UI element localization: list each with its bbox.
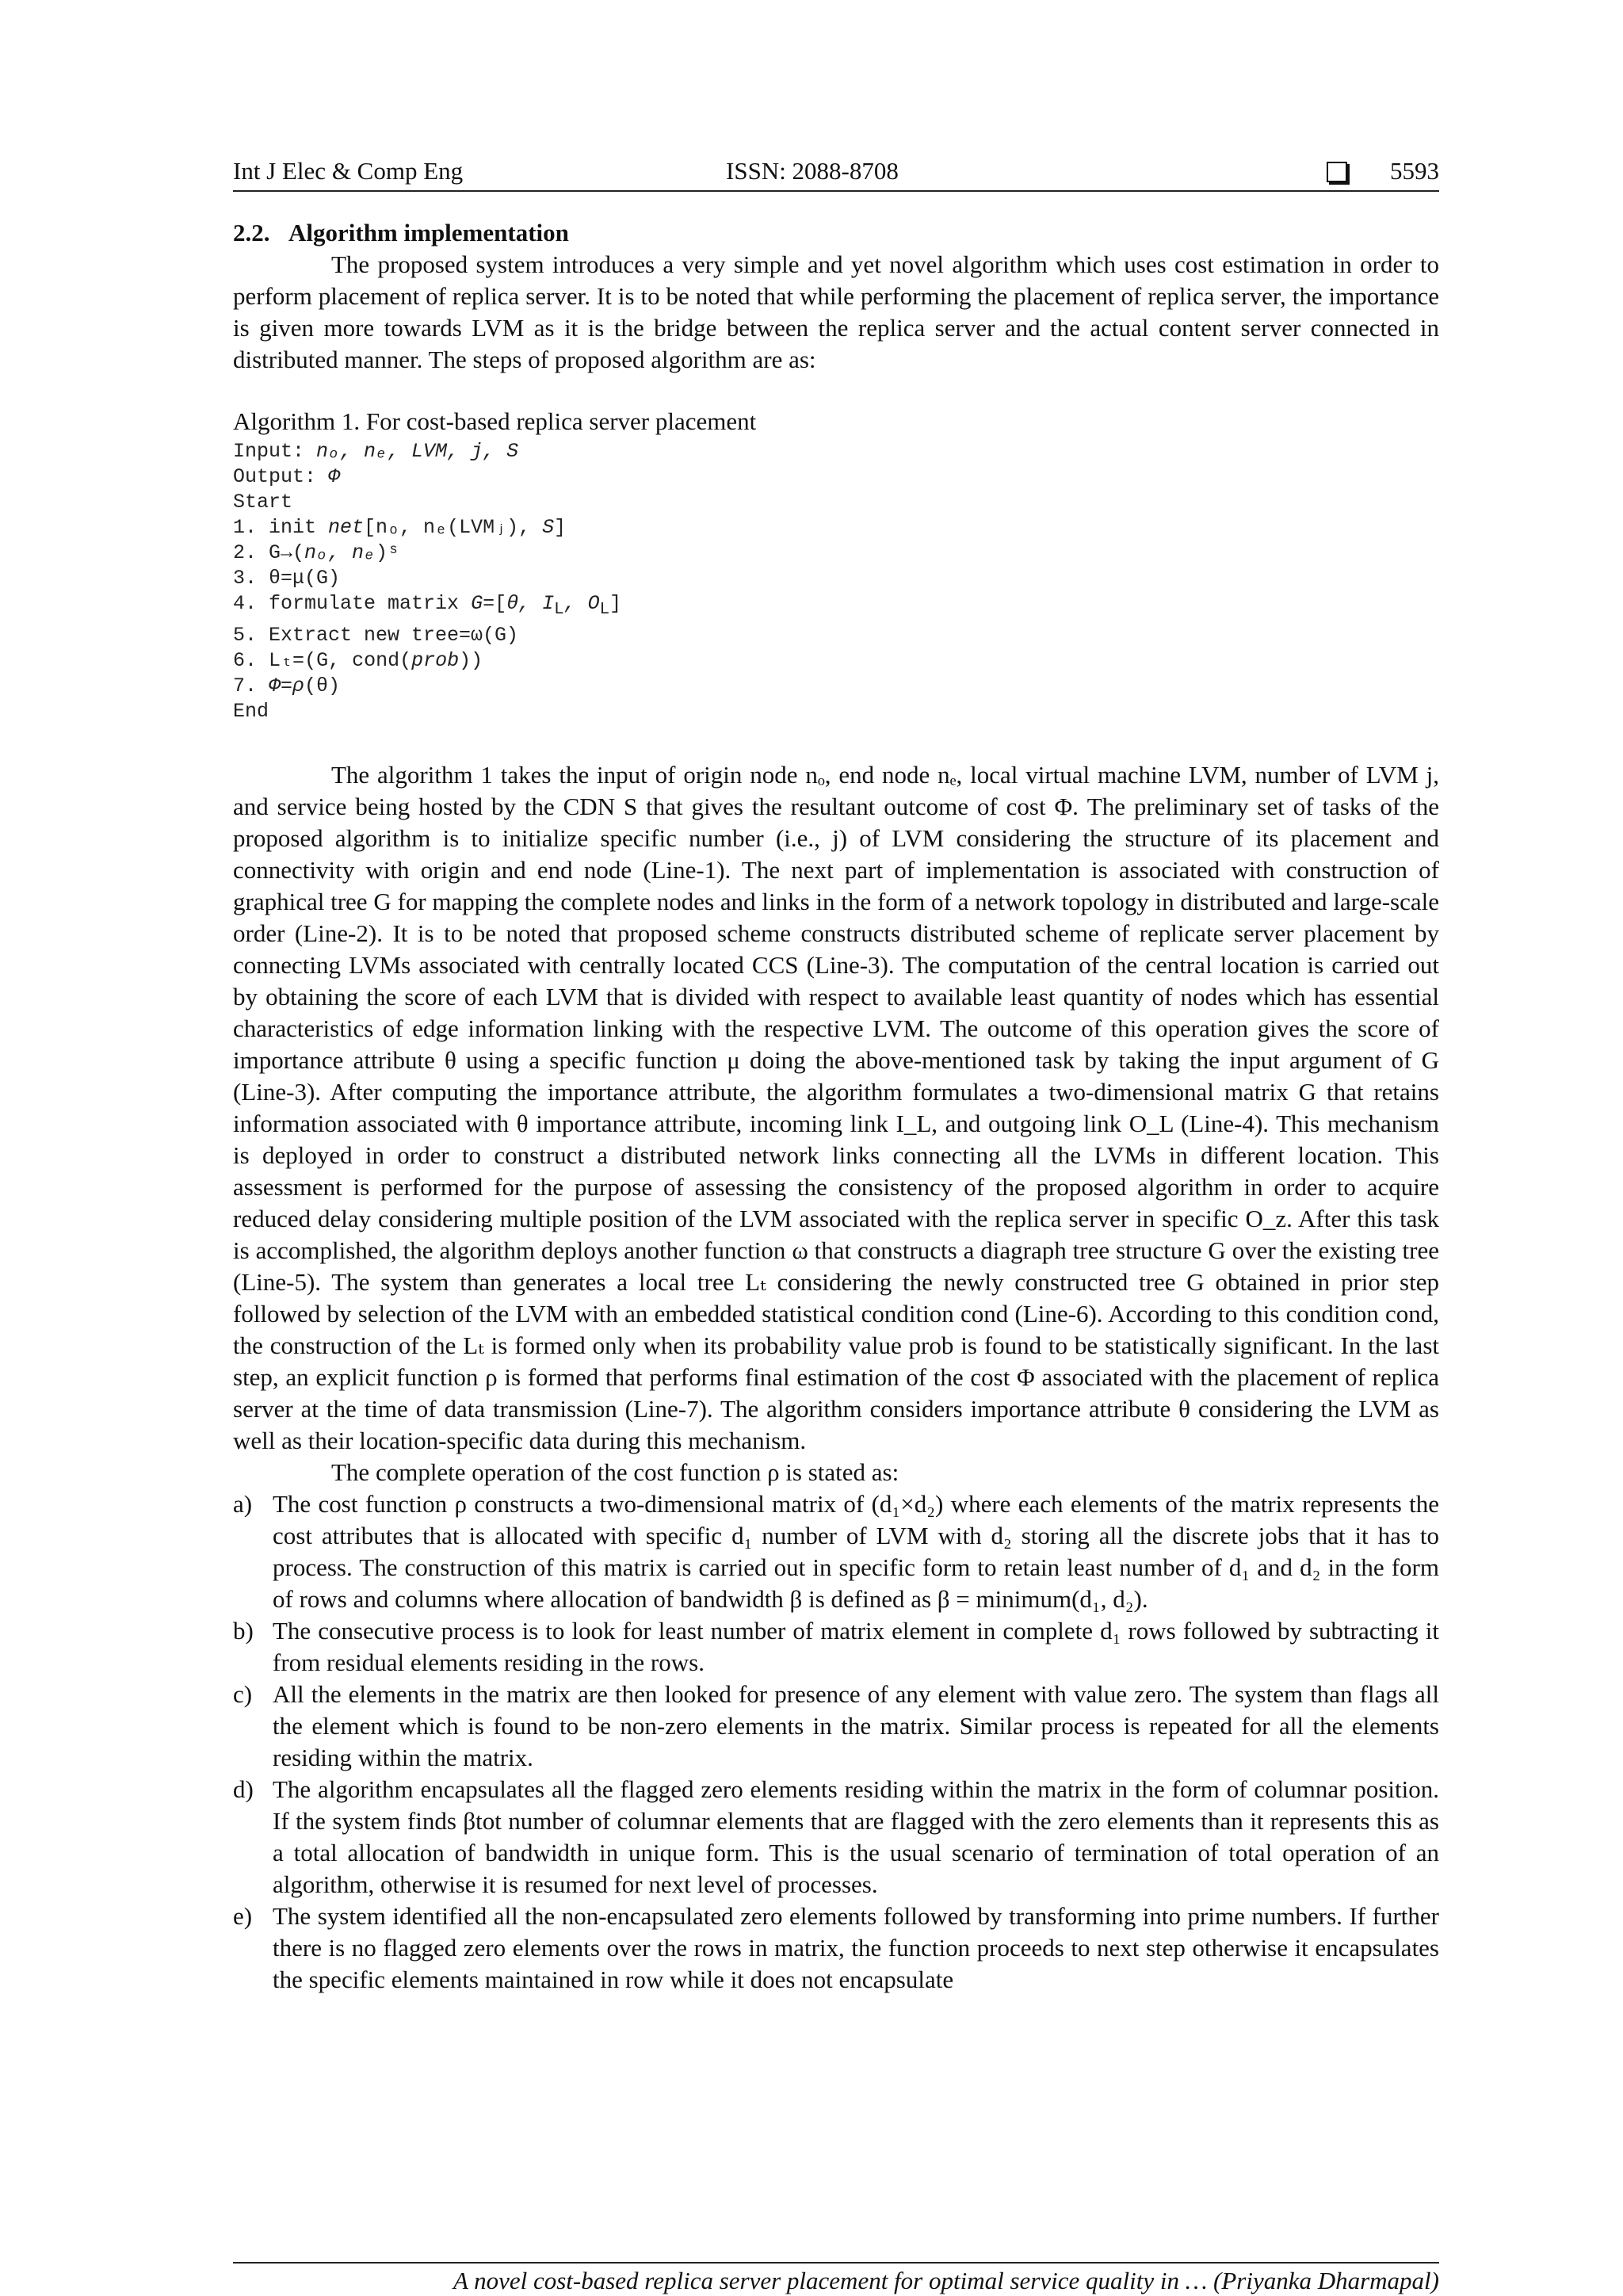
list-item: e) The system identified all the non-encapsulated zero elements followed by transforming into prime numbers. If further there is no flagged zero elements over the rows in matrix, the function proceeds to next step otherwise it encapsulates the specific elements maintained in row while it does not encapsulate [233, 1902, 1439, 1993]
list-item: a) The cost function ρ constructs a two-dimensional matrix of (d₁×d₂) where each elements of the matrix represents the cost attributes that is allocated with specific d₁ number of LVM with d₂ storing all the discrete jobs that it has to process. The construction of this matrix is carried out in specific form to retain least number of d₁ and d₂ in the form of rows and columns where allocation of bandwidth β is defined as β = minimum(d₁, d₂). [233, 1490, 1439, 1613]
algo-start: Start [233, 491, 293, 514]
running-header [233, 155, 1439, 192]
list-item: b) The consecutive process is to look for least number of matrix element in complete d₁ rows followed by subtracting it from residual elements residing in the rows. [233, 1617, 1439, 1676]
cost-function-intro: The complete operation of the cost function ρ is stated as: [331, 1458, 899, 1486]
algo-line-3: 3. θ=μ(G) [233, 567, 341, 590]
algo-line-2: 2. G→(nₒ, nₑ)ˢ [233, 541, 400, 564]
algo-line-7: 7. Φ=ρ(θ) [233, 674, 341, 697]
page-number: 5593 [1390, 157, 1439, 185]
section-title: Algorithm implementation [288, 219, 569, 246]
journal-name: Int J Elec & Comp Eng [233, 157, 464, 185]
list-item: c) All the elements in the matrix are then looked for presence of any element with value zero. The system than flags all the element which is found to be non-zero elements in the matrix. Similar process is repeated for all the elements residing within the matrix. [233, 1680, 1439, 1771]
list-item: d) The algorithm encapsulates all the flagged zero elements residing within the matrix in the form of columnar position. If the system finds βtot number of columnar elements that are flagged with the zero elements than it represents this as a total allocation of bandwidth in unique form. This is the usual scenario of termination of total operation of an algorithm, otherwise it is resumed for next level of processes. [233, 1775, 1439, 1898]
running-footer: A novel cost-based replica server placement for optimal service quality in … (Priyanka Dharmapal) [233, 2262, 1439, 2295]
algo-line-5: 5. Extract new tree=ω(G) [233, 624, 519, 647]
section-heading [233, 217, 1439, 249]
algorithm-title: Algorithm 1. For cost-based replica server placement [233, 407, 757, 435]
algo-input: Input: nₒ, nₑ, LVM, j, S [233, 440, 519, 463]
section-number: 2.2. [233, 219, 270, 246]
paper-page [233, 155, 1439, 2294]
main-paragraph: The algorithm 1 takes the input of origin node nₒ, end node nₑ, local virtual machine LVM, number of LVM j, and service being hosted by the CDN S that gives the resultant outcome of cost Φ. The preliminary set of tasks of the proposed algorithm is to initialize specific number (i.e., j) of LVM considering the structure of its placement and connectivity with origin and end node (Line-1). The next part of implementation is associated with construction of graphical tree G for mapping the complete nodes and links in the form of a network topology in distributed and large-scale order (Line-2). It is to be noted that proposed scheme constructs distributed scheme of replicate server placement by connecting LVMs associated with centrally located CCS (Line-3). The computation of the central location is carried out by obtaining the score of each LVM that is divided with respect to available least quantity of nodes which has essential characteristics of edge information linking with the respective LVM. The outcome of this operation gives the score of importance attribute θ using a specific function μ doing the above-mentioned task by taking the input argument of G (Line-3). After computing the importance attribute, the algorithm formulates a two-dimensional matrix G that retains information associated with θ importance attribute, incoming link I_L, and outgoing link O_L (Line-4). This mechanism is deployed in order to construct a distributed network links connecting all the LVMs in different location. This assessment is performed for the purpose of assessing the consistency of the proposed algorithm in order to acquire reduced delay considering multiple position of the LVM associated with the replica server in specific O_z. After this task is accomplished, the algorithm deploys another function ω that constructs a diagraph tree structure G over the existing tree (Line-5). The system than generates a local tree Lₜ considering the newly constructed tree G obtained in prior step followed by selection of the LVM with an embedded statistical condition cond (Line-6). According to this condition cond, the construction of the Lₜ is formed only when its probability value prob is found to be statistically significant. In the last step, an explicit function ρ is formed that performs final estimation of the cost Φ associated with the placement of replica server at the time of data transmission (Line-7). The algorithm considers importance attribute θ considering the LVM as well as their location-specific data during this mechanism. [233, 761, 1439, 1454]
issn: ISSN: 2088-8708 [726, 157, 899, 185]
algo-line-4: 4. formulate matrix G=[θ, $I_L$, $O_L$] [233, 592, 622, 619]
intro-paragraph: The proposed system introduces a very simple and yet novel algorithm which uses cost estimation in order to perform placement of replica server. It is to be noted that while performing the placement of replica server, the importance is given more towards LVM as it is the bridge between the replica server and the actual content server connected in distributed manner. The steps of proposed algorithm are as: [233, 250, 1439, 373]
algo-line-6: 6. Lₜ=(G, cond(prob)) [233, 649, 483, 672]
cost-steps-list [233, 1488, 1439, 1996]
algorithm-code [233, 439, 1439, 724]
algo-output: Output: Φ [233, 465, 341, 488]
box-icon [1327, 162, 1347, 182]
algo-line-1: 1. init net[nₒ, nₑ(LVMⱼ), S] [233, 516, 567, 539]
algo-end: End [233, 700, 269, 723]
